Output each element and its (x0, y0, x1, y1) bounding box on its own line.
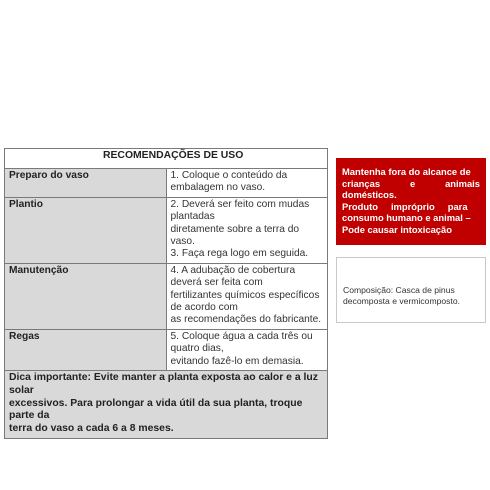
plantio-line-1: 2. Deverá ser feito com mudas plantadas (170, 198, 310, 223)
table-row-manutencao (5, 263, 328, 329)
row-content-preparo (166, 169, 328, 198)
warning-line-3: Produto impróprio para (342, 200, 468, 212)
manutencao-line-3: as recomendações do fabricante. (170, 314, 322, 326)
warning-line-4: consumo humano e animal – (342, 212, 471, 224)
table-row-preparo (5, 169, 328, 198)
regas-line-2: evitando fazê-lo em demasia. (170, 355, 304, 367)
manutencao-line-2: fertilizantes químicos específicos de acordo com (170, 289, 320, 314)
plantio-line-2: diretamente sobre a terra do vaso. (170, 223, 300, 248)
row-content-manutencao (166, 263, 328, 329)
usage-recommendations-table (4, 148, 328, 439)
composition-box (336, 257, 486, 323)
table-row-regas (5, 329, 328, 370)
regas-line-1: 5. Coloque água a cada três ou quatro dias, (170, 330, 313, 355)
usage-recommendations-table-wrapper (4, 148, 328, 439)
warning-line-1: Mantenha fora do alcance de (342, 166, 471, 177)
row-label-preparo: Preparo do vaso (5, 169, 167, 198)
safety-warning-box (336, 158, 486, 245)
preparo-line-1: 1. Coloque o conteúdo da embalagem no vaso. (170, 170, 288, 194)
table-row-tip (5, 371, 328, 439)
tip-line-1: Dica importante: Evite manter a planta exposta ao calor e a luz solar (9, 372, 318, 396)
composition-line-1: Composição: Casca de pinus (343, 285, 455, 295)
warning-line-2: crianças e animais domésticos. (342, 177, 480, 201)
row-content-plantio (166, 197, 328, 263)
tip-line-2: excessivos. Para prolongar a vida útil da sua planta, troque parte da (9, 397, 303, 422)
row-label-manutencao: Manutenção (5, 263, 167, 329)
row-label-plantio: Plantio (5, 197, 167, 263)
manutencao-line-1: 4. A adubação de cobertura deverá ser feita com (170, 264, 296, 289)
row-content-regas (166, 329, 328, 370)
warning-line-5: Pode causar intoxicação (342, 223, 452, 235)
table-title: RECOMENDAÇÕES DE USO (5, 149, 328, 169)
table-header-row (5, 149, 328, 169)
composition-line-2: decomposta e vermicomposto. (343, 296, 461, 307)
plantio-line-3: 3. Faça rega logo em seguida. (170, 248, 309, 260)
important-tip (5, 371, 328, 439)
table-row-plantio (5, 197, 328, 263)
tip-line-3: terra do vaso a cada 6 a 8 meses. (9, 423, 174, 435)
row-label-regas: Regas (5, 329, 167, 370)
